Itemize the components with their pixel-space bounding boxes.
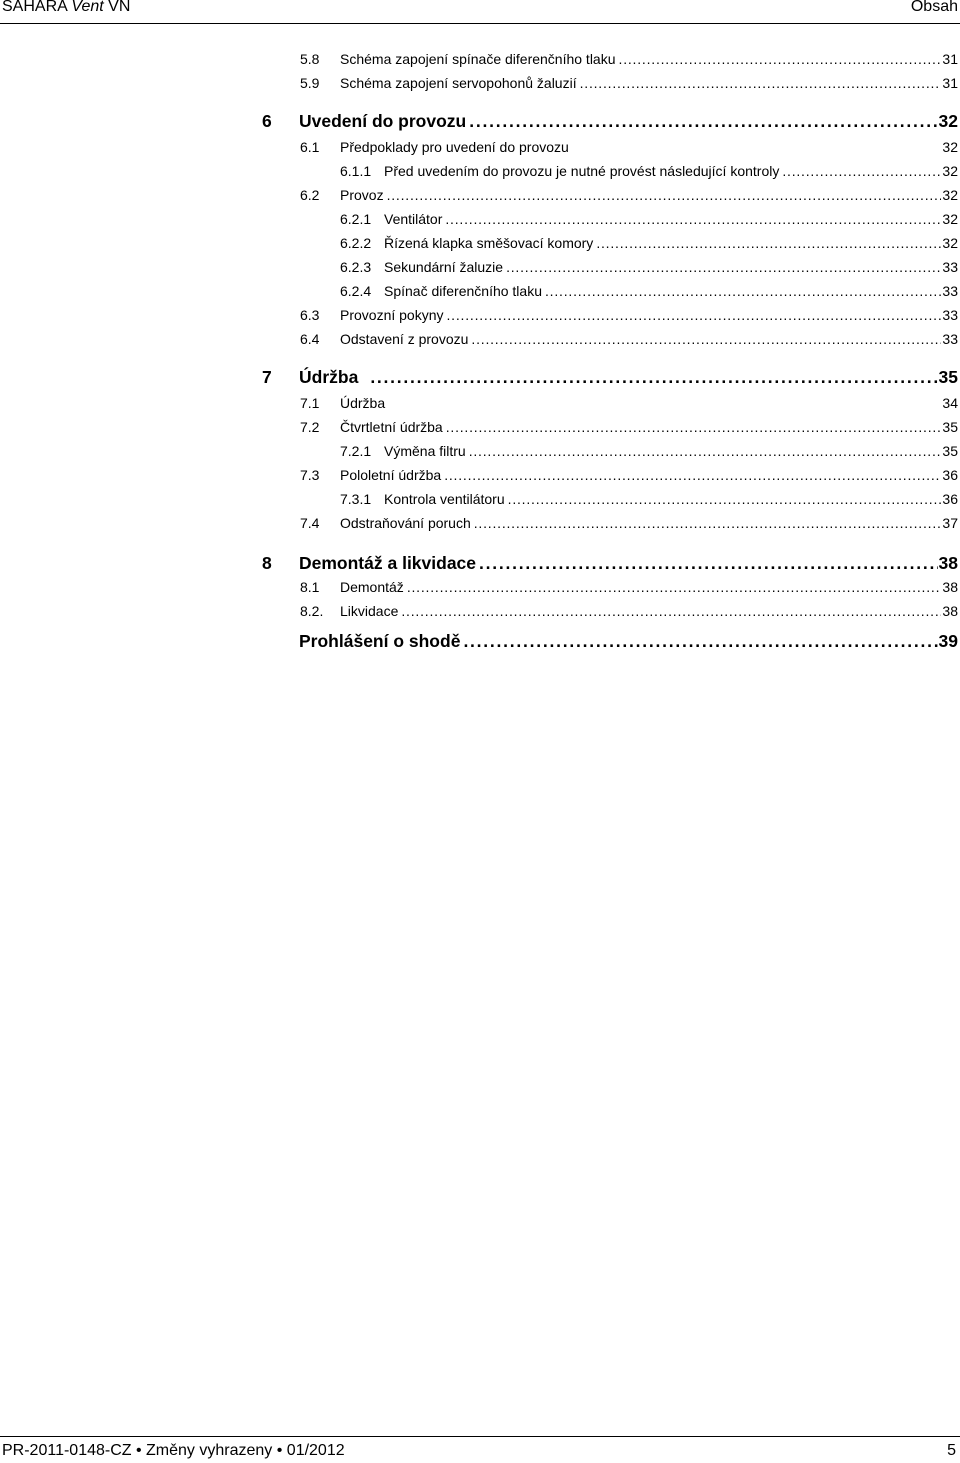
toc-entry-number: 6.2.1 bbox=[340, 211, 372, 227]
toc-dot-leader bbox=[445, 211, 941, 227]
toc-chapter-entry[interactable] bbox=[299, 631, 958, 653]
toc-entry[interactable] bbox=[340, 491, 958, 509]
toc-entry-number: 7.3 bbox=[300, 467, 320, 483]
toc-entry-number: 7.3.1 bbox=[340, 491, 372, 507]
page-footer bbox=[0, 1430, 960, 1463]
toc-entry[interactable] bbox=[340, 163, 958, 181]
toc-dot-leader bbox=[370, 367, 937, 388]
toc-entry-number: 6.1.1 bbox=[340, 163, 372, 179]
header-section: Obsah bbox=[910, 0, 958, 15]
toc-dot-leader bbox=[782, 163, 941, 179]
toc-entry-page: 32 bbox=[942, 235, 958, 251]
toc-dot-leader bbox=[446, 419, 942, 435]
toc-entry-number: 5.8 bbox=[300, 51, 320, 67]
toc-entry-title: Prohlášení o shodě bbox=[299, 631, 461, 651]
toc-entry-title: Údržba bbox=[340, 395, 386, 411]
toc-entry-page: 33 bbox=[942, 259, 958, 275]
toc-entry-number: 6.3 bbox=[300, 307, 320, 323]
toc-dot-leader bbox=[447, 307, 942, 323]
toc-entry-title: Schéma zapojení spínače diferenčního tlaku bbox=[340, 51, 616, 67]
toc-entry-page: 35 bbox=[942, 443, 958, 459]
toc-entry[interactable] bbox=[300, 419, 958, 437]
toc-entry-page: 33 bbox=[942, 331, 958, 347]
toc-entry[interactable] bbox=[300, 603, 958, 621]
toc-entry-number: 6 bbox=[262, 111, 272, 131]
model-name: VN bbox=[108, 0, 131, 15]
toc-entry-number: 6.2 bbox=[300, 187, 320, 203]
toc-entry-title: Demontáž bbox=[340, 579, 404, 595]
toc-dot-leader bbox=[469, 443, 942, 459]
toc-entry-title: Demontáž a likvidace bbox=[299, 553, 477, 573]
toc-entry-title: Výměna filtru bbox=[384, 443, 466, 459]
toc-entry-title: Sekundární žaluzie bbox=[384, 259, 504, 275]
footer-rule bbox=[0, 1436, 960, 1437]
toc-dot-leader bbox=[619, 51, 942, 67]
toc-entry-number: 6.4 bbox=[300, 331, 320, 347]
toc-entry-title: Provoz bbox=[340, 187, 384, 203]
toc-entry-number: 7.4 bbox=[300, 515, 320, 531]
toc-entry-title: Schéma zapojení servopohonů žaluzií bbox=[340, 75, 577, 91]
toc-chapter-entry[interactable] bbox=[262, 111, 958, 133]
toc-entry-page: 32 bbox=[942, 139, 958, 155]
toc-entry-page: 31 bbox=[942, 51, 958, 67]
toc-entry-title: Provozní pokyny bbox=[340, 307, 444, 323]
toc-entry-page: 34 bbox=[942, 395, 958, 411]
toc-dot-leader bbox=[387, 187, 942, 203]
toc-entry[interactable] bbox=[300, 579, 958, 597]
toc-entry-title: Kontrola ventilátoru bbox=[384, 491, 505, 507]
toc-entry-page: 31 bbox=[942, 75, 958, 91]
toc-entry-title: Ventilátor bbox=[384, 211, 443, 227]
toc-dot-leader bbox=[508, 491, 942, 507]
toc-entry[interactable] bbox=[300, 307, 958, 325]
toc-dot-leader bbox=[474, 515, 942, 531]
toc-entry-page: 35 bbox=[938, 367, 958, 387]
toc-entry[interactable] bbox=[300, 51, 958, 69]
toc-entry-number: 7.2 bbox=[300, 419, 320, 435]
header-rule bbox=[0, 23, 960, 24]
toc-entry-title: Odstavení z provozu bbox=[340, 331, 469, 347]
toc-entry-number: 8.1 bbox=[300, 579, 320, 595]
toc-entry-number: 8.2. bbox=[300, 603, 324, 619]
toc-entry-page: 33 bbox=[942, 307, 958, 323]
toc-entry-page: 36 bbox=[942, 467, 958, 483]
toc-entry-number: 5.9 bbox=[300, 75, 320, 91]
toc-entry-number: 7.1 bbox=[300, 395, 320, 411]
toc-entry-page: 32 bbox=[942, 211, 958, 227]
toc-entry-page: 32 bbox=[942, 163, 958, 179]
toc-entry-title: Řízená klapka směšovací komory bbox=[384, 235, 594, 251]
toc-entry-number: 6.2.3 bbox=[340, 259, 372, 275]
toc-entry-page: 32 bbox=[938, 111, 958, 131]
toc-entry[interactable] bbox=[300, 331, 958, 349]
toc-entry[interactable] bbox=[300, 515, 958, 533]
toc-entry[interactable] bbox=[340, 259, 958, 277]
toc-dot-leader bbox=[444, 467, 941, 483]
toc-entry[interactable] bbox=[300, 139, 958, 157]
toc-entry-title: Spínač diferenčního tlaku bbox=[384, 283, 542, 299]
page-header bbox=[0, 0, 960, 28]
toc-entry-page: 36 bbox=[942, 491, 958, 507]
toc-entry-number: 6.2.4 bbox=[340, 283, 372, 299]
toc-entry-number: 8 bbox=[262, 553, 272, 573]
toc-entry-number: 6.1 bbox=[300, 139, 320, 155]
toc-entry-title: Čtvrtletní údržba bbox=[340, 419, 443, 435]
toc-entry[interactable] bbox=[340, 283, 958, 301]
toc-dot-leader bbox=[596, 235, 941, 251]
toc-entry[interactable] bbox=[300, 75, 958, 93]
toc-entry[interactable] bbox=[300, 395, 958, 413]
toc-dot-leader bbox=[469, 111, 937, 132]
toc-entry-title: Uvedení do provozu bbox=[299, 111, 467, 131]
toc-entry-page: 33 bbox=[942, 283, 958, 299]
toc-entry-page: 37 bbox=[942, 515, 958, 531]
toc-entry-page: 35 bbox=[942, 419, 958, 435]
brand-name: SAHARA bbox=[2, 0, 67, 15]
toc-entry-title: Předpoklady pro uvedení do provozu bbox=[340, 139, 569, 155]
toc-entry-title: Likvidace bbox=[340, 603, 399, 619]
toc-entry[interactable] bbox=[300, 187, 958, 205]
toc-entry-page: 38 bbox=[938, 553, 958, 573]
toc-entry[interactable] bbox=[340, 211, 958, 229]
toc-entry-title: Odstraňování poruch bbox=[340, 515, 471, 531]
toc-dot-leader bbox=[407, 579, 942, 595]
toc-chapter-entry[interactable] bbox=[262, 367, 958, 389]
toc-entry-page: 38 bbox=[942, 579, 958, 595]
toc-entry-number: 7 bbox=[262, 367, 272, 387]
toc-chapter-entry[interactable] bbox=[262, 553, 958, 575]
toc-dot-leader bbox=[580, 75, 942, 91]
toc-dot-leader bbox=[506, 259, 941, 275]
toc-dot-leader bbox=[545, 283, 941, 299]
toc-dot-leader bbox=[479, 553, 938, 574]
toc-dot-leader bbox=[463, 631, 937, 652]
header-product-name bbox=[2, 0, 130, 17]
toc-entry-title: Pololetní údržba bbox=[340, 467, 442, 483]
toc-entry-title: Před uvedením do provozu je nutné provést následující kontroly bbox=[384, 163, 780, 179]
footer-doc-id: PR-2011-0148-CZ • Změny vyhrazeny • 01/2012 bbox=[2, 1442, 345, 1459]
toc-entry-page: 38 bbox=[942, 603, 958, 619]
toc-entry[interactable] bbox=[340, 443, 958, 461]
toc-entry-page: 32 bbox=[942, 187, 958, 203]
toc-dot-leader bbox=[471, 331, 941, 347]
toc-dot-leader bbox=[401, 603, 941, 619]
toc-entry-page: 39 bbox=[938, 631, 958, 651]
toc-entry[interactable] bbox=[300, 467, 958, 485]
footer-page-number: 5 bbox=[947, 1442, 956, 1459]
toc-entry-number: 6.2.2 bbox=[340, 235, 372, 251]
toc-entry-number: 7.2.1 bbox=[340, 443, 372, 459]
product-name: Vent bbox=[71, 0, 104, 15]
toc-entry-title: Údržba bbox=[299, 367, 359, 387]
toc-entry[interactable] bbox=[340, 235, 958, 253]
